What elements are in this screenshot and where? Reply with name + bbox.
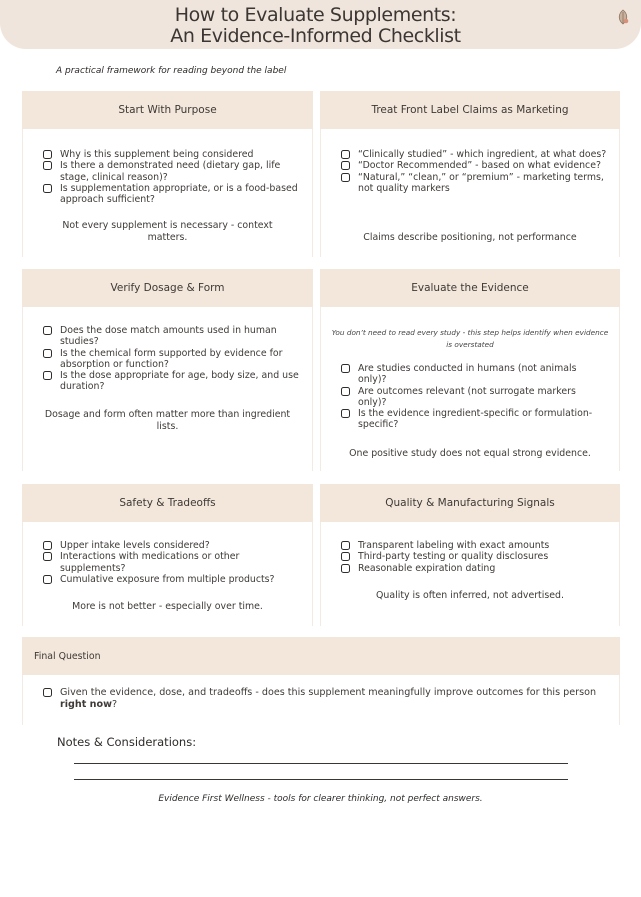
- card-body: [22, 522, 313, 626]
- card-title: Verify Dosage & Form: [22, 269, 313, 307]
- checklist-item: Does the dose match amounts used in human studies?: [43, 325, 300, 348]
- checklist-item: Interactions with medications or other supplements?: [43, 551, 300, 574]
- checklist-item: Transparent labeling with exact amounts: [341, 540, 607, 551]
- card-front-label-claims: [320, 91, 620, 257]
- card-title: Evaluate the Evidence: [320, 269, 620, 307]
- leaf-icon: [616, 9, 630, 29]
- card-note: Dosage and form often matter more than ingredient lists.: [44, 409, 291, 432]
- checkbox[interactable]: [341, 173, 350, 182]
- card-title: Quality & Manufacturing Signals: [320, 484, 620, 522]
- checklist-item: Is the chemical form supported by evidence for absorption or function?: [43, 348, 300, 371]
- final-question-body: [22, 675, 620, 725]
- card-body: [320, 307, 620, 471]
- card-note: Not every supplement is necessary - context matters.: [62, 220, 273, 243]
- notes-label: Notes & Considerations:: [57, 735, 197, 749]
- checkbox[interactable]: [43, 150, 52, 159]
- card-note: More is not better - especially over time.: [72, 601, 263, 612]
- card-verify-dosage: [22, 269, 313, 471]
- card-body: [22, 307, 313, 471]
- checkbox[interactable]: [341, 161, 350, 170]
- card-title: Treat Front Label Claims as Marketing: [320, 91, 620, 129]
- checkbox[interactable]: [341, 409, 350, 418]
- header-banner: [0, 0, 641, 49]
- checklist-item: Is the evidence ingredient-specific or formulation-specific?: [341, 408, 607, 431]
- checklist-item: Why is this supplement being considered: [43, 149, 300, 160]
- checklist-item: Third-party testing or quality disclosures: [341, 551, 607, 562]
- checkbox[interactable]: [341, 364, 350, 373]
- checkbox[interactable]: [43, 688, 52, 697]
- card-body: [320, 522, 620, 626]
- checklist-item: Are studies conducted in humans (not animals only)?: [341, 363, 607, 386]
- checkbox[interactable]: [43, 575, 52, 584]
- card-evaluate-evidence: [320, 269, 620, 471]
- checkbox[interactable]: [341, 552, 350, 561]
- card-note: Quality is often inferred, not advertised.: [376, 590, 564, 601]
- checkbox[interactable]: [43, 184, 52, 193]
- notes-line[interactable]: [74, 763, 568, 764]
- card-body: [320, 129, 620, 257]
- footer: Evidence First Wellness - tools for clearer thinking, not perfect answers.: [158, 794, 483, 804]
- checkbox[interactable]: [43, 326, 52, 335]
- checkbox[interactable]: [43, 552, 52, 561]
- final-question-title: Final Question: [34, 650, 101, 662]
- card-quality-signals: [320, 484, 620, 626]
- subtitle: A practical framework for reading beyond the label: [56, 66, 287, 76]
- checklist-item: “Doctor Recommended” - based on what evidence?: [341, 160, 607, 171]
- checkbox[interactable]: [43, 161, 52, 170]
- checkbox[interactable]: [341, 150, 350, 159]
- card-start-with-purpose: [22, 91, 313, 257]
- checklist-item: Is supplementation appropriate, or is a food-based approach sufficient?: [43, 183, 300, 206]
- checklist-item: Reasonable expiration dating: [341, 563, 607, 574]
- card-intro: You don’t need to read every study - this step helps identify when evidence is overstated: [331, 328, 609, 349]
- checklist-item: Is the dose appropriate for age, body size, and use duration?: [43, 370, 300, 393]
- checklist-item: “Clinically studied” - which ingredient, at what does?: [341, 149, 607, 160]
- final-question-item: Given the evidence, dose, and tradeoffs - does this supplement meaningfully improve outcomes for this person right now?: [43, 687, 609, 710]
- notes-line[interactable]: [74, 779, 568, 780]
- title-line-1: How to Evaluate Supplements:: [174, 4, 457, 26]
- checklist-item: Is there a demonstrated need (dietary gap, life stage, clinical reason)?: [43, 160, 300, 183]
- page-title: [0, 5, 631, 47]
- checkbox[interactable]: [341, 564, 350, 573]
- card-title: Start With Purpose: [22, 91, 313, 129]
- checkbox[interactable]: [43, 541, 52, 550]
- card-title: Safety & Tradeoffs: [22, 484, 313, 522]
- title-line-2: An Evidence-Informed Checklist: [170, 25, 461, 47]
- card-safety-tradeoffs: [22, 484, 313, 626]
- checklist-item: Cumulative exposure from multiple products?: [43, 574, 300, 585]
- checkbox[interactable]: [43, 349, 52, 358]
- checklist-item: “Natural,” “clean,” or “premium” - marketing terms, not quality markers: [341, 172, 607, 195]
- card-body: [22, 129, 313, 257]
- checkbox[interactable]: [43, 371, 52, 380]
- card-note: One positive study does not equal strong evidence.: [349, 448, 591, 459]
- checklist-item: Upper intake levels considered?: [43, 540, 300, 551]
- final-question-header: [22, 637, 620, 675]
- checkbox[interactable]: [341, 387, 350, 396]
- checkbox[interactable]: [341, 541, 350, 550]
- checklist-item: Are outcomes relevant (not surrogate markers only)?: [341, 386, 607, 409]
- card-note: Claims describe positioning, not performance: [363, 232, 577, 243]
